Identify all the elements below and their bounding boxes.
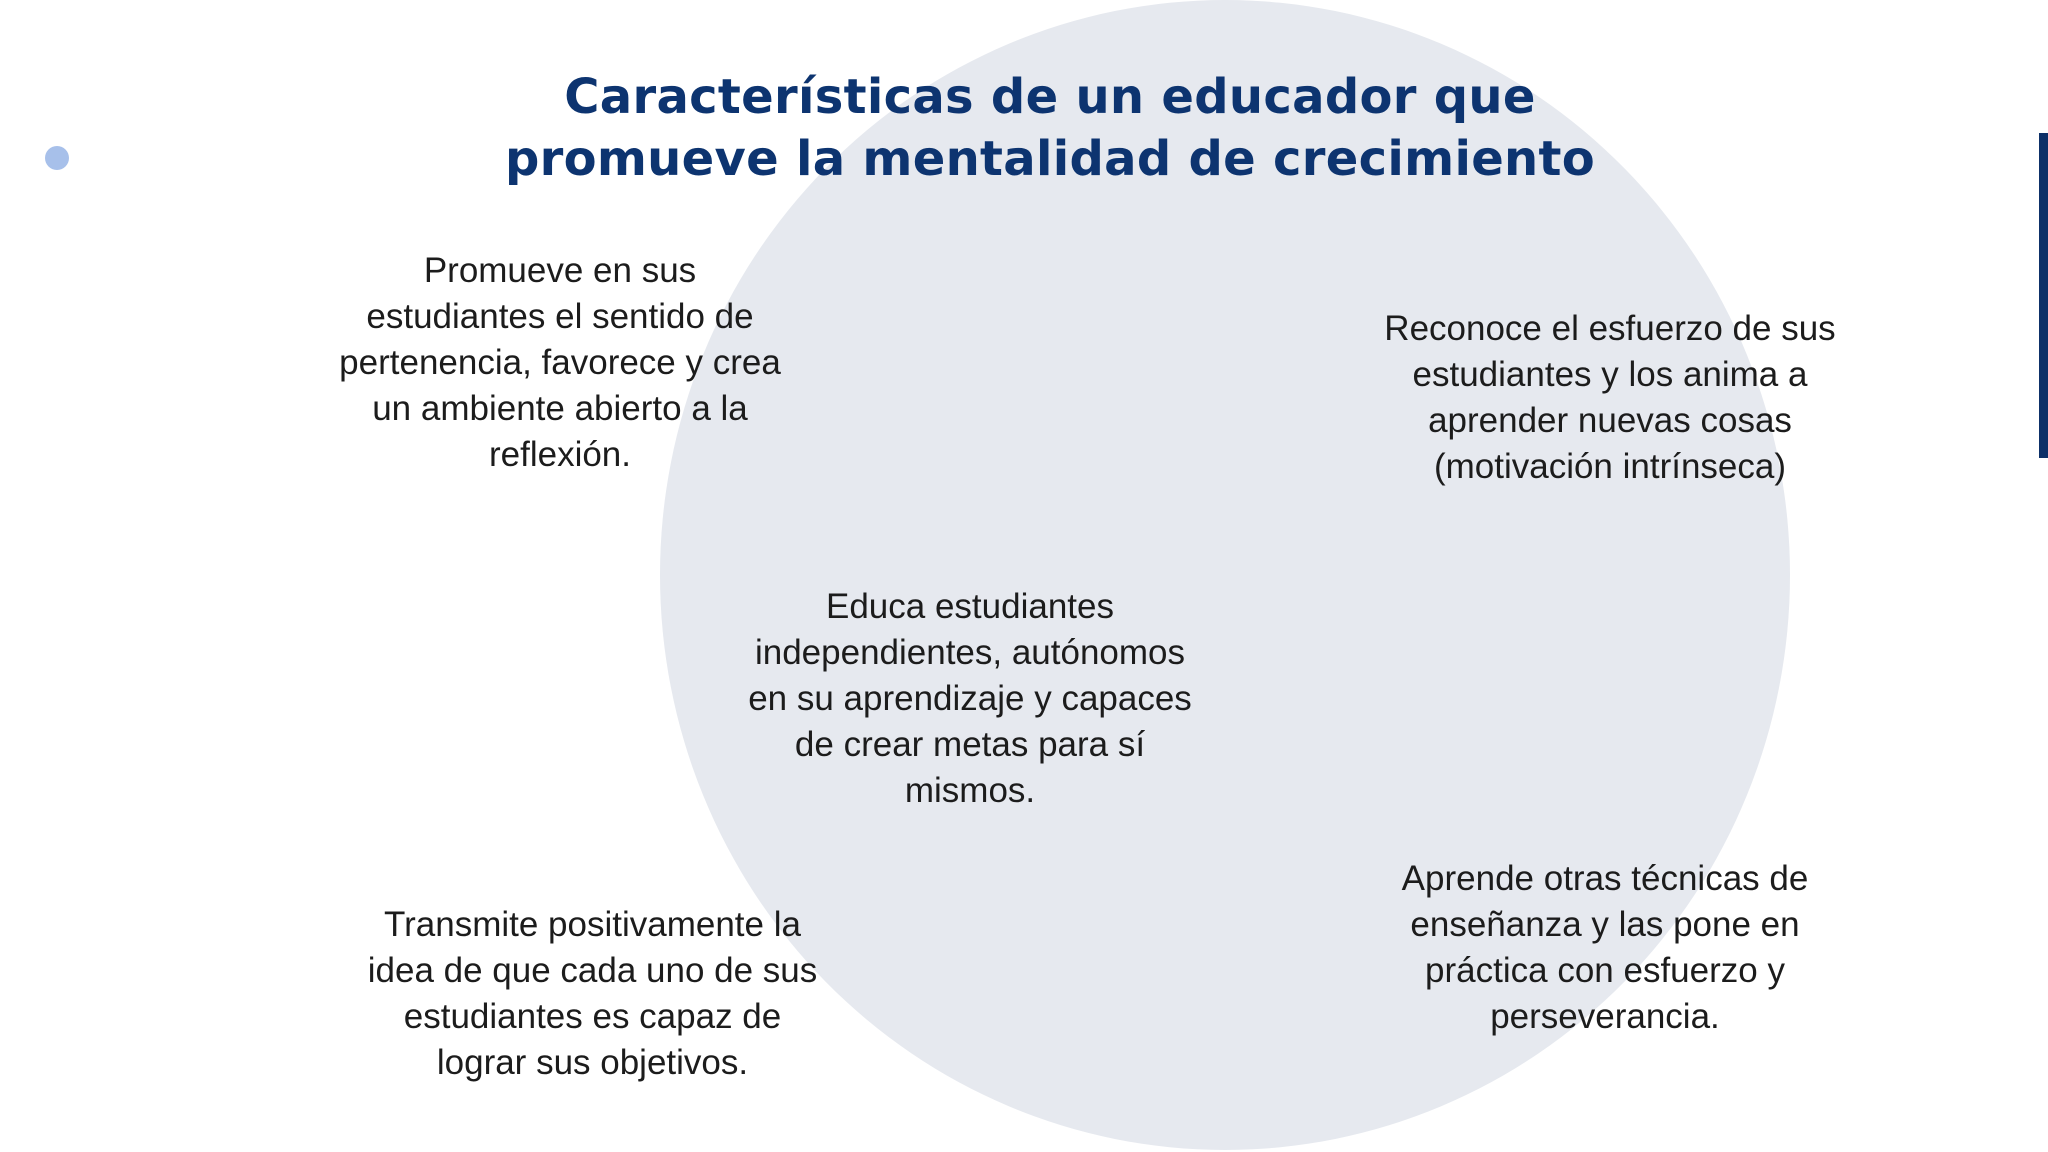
text-line: Aprende otras técnicas de — [1401, 859, 1809, 898]
text-block-transmits-positively — [330, 902, 855, 1086]
text-line: Educa estudiantes — [826, 587, 1114, 626]
text-line: perseverancia. — [1490, 997, 1720, 1036]
text-block-sense-of-belonging — [300, 248, 820, 478]
text-line: práctica con esfuerzo y — [1425, 951, 1785, 990]
text-line: independientes, autónomos — [754, 633, 1186, 672]
text-line: estudiantes el sentido de — [366, 297, 754, 336]
text-line: Promueve en sus — [423, 251, 697, 290]
text-block-independent-students — [710, 584, 1230, 814]
title-line: Características de un educador que — [564, 69, 1536, 125]
text-line: estudiantes es capaz de — [403, 997, 782, 1036]
text-line: lograr sus objetivos. — [436, 1043, 749, 1082]
text-line: estudiantes y los anima a — [1412, 355, 1808, 394]
text-line: (motivación intrínseca) — [1433, 447, 1787, 486]
text-line: reflexión. — [488, 435, 632, 474]
text-line: en su aprendizaje y capaces — [748, 679, 1192, 718]
text-line: Transmite positivamente la — [384, 905, 801, 944]
title-line: promueve la mentalidad de crecimiento — [504, 131, 1596, 187]
text-line: pertenencia, favorece y crea — [339, 343, 781, 382]
text-line: de crear metas para sí — [794, 725, 1146, 764]
text-block-recognizes-effort — [1340, 306, 1880, 490]
text-line: idea de que cada uno de sus — [367, 951, 818, 990]
text-line: aprender nuevas cosas — [1428, 401, 1792, 440]
text-block-learns-techniques — [1350, 856, 1860, 1040]
slide-title — [380, 66, 1720, 190]
decorative-dot — [45, 146, 69, 170]
text-line: un ambiente abierto a la — [372, 389, 748, 428]
text-line: mismos. — [904, 771, 1036, 810]
accent-bar — [2039, 133, 2048, 458]
text-line: enseñanza y las pone en — [1410, 905, 1800, 944]
text-line: Reconoce el esfuerzo de sus — [1384, 309, 1836, 348]
